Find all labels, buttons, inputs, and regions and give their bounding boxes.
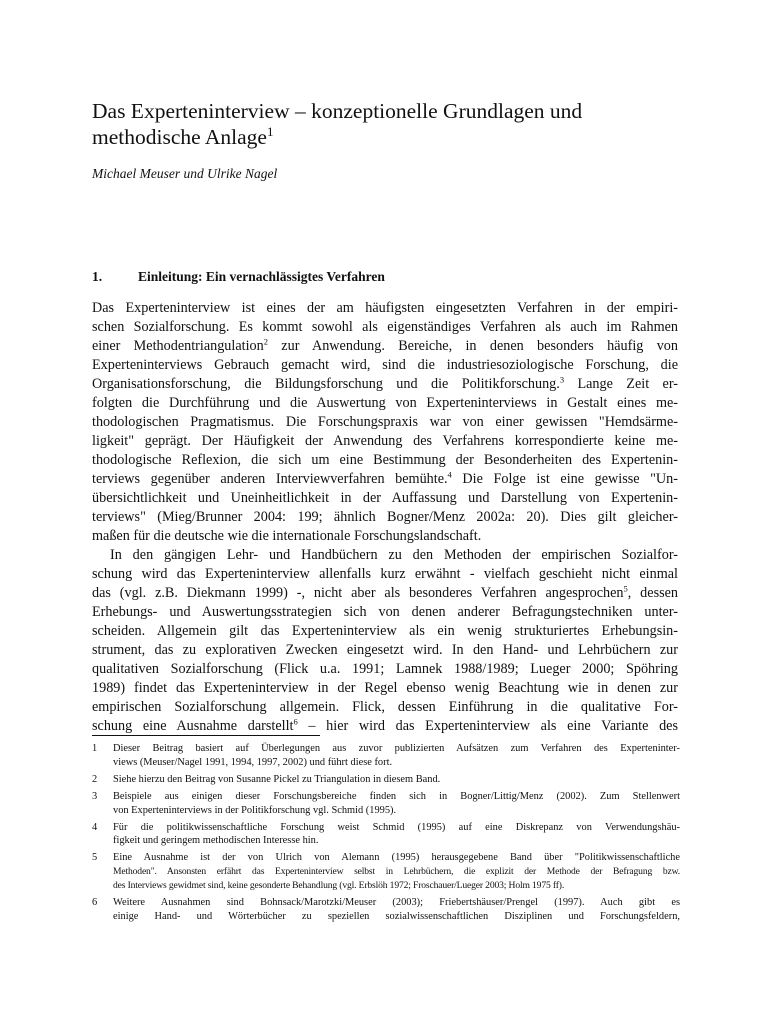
footnote-ref[interactable]: 4 — [447, 469, 452, 480]
footnote-line: Für die politikwissenschaftliche Forschung weist Schmid (1995) auf eine Diskrepanz von Verwendungshäu- — [113, 821, 680, 833]
footnote-number: 1 — [92, 743, 98, 754]
footnote-number: 4 — [92, 821, 98, 833]
footnote — [92, 742, 680, 770]
footnote-line: des Interviews gewidmet sind, keine gesonderte Behandlung (vgl. Erbslöh 1972; Froschauer/Lueger 2003; Holm 1975 ff). — [113, 879, 565, 891]
section-heading — [92, 269, 678, 285]
body-text — [92, 299, 678, 736]
text-line: terviews" (Mieg/Brunner 2004: 199; ähnlich Bogner/Menz 2002a: 20). Dies gilt gleicher- — [92, 509, 678, 525]
footnote — [92, 790, 680, 818]
section-number: 1. — [92, 269, 103, 284]
text-line: Erhebungs- und Auswertungsstrategien sich von denen anderer Befragungstechniken unter- — [92, 604, 678, 620]
footnote-number: 2 — [92, 773, 98, 785]
footnote-line: Eine Ausnahme ist der von Ulrich von Alemann (1995) herausgegebene Band über "Politikwissenschaftliche — [113, 852, 680, 864]
footnote-line: Dieser Beitrag basiert auf Überlegungen aus zuvor publizierten Aufsätzen zum Verfahren des Experteninter- — [113, 743, 680, 754]
footnote-ref[interactable]: 5 — [623, 583, 628, 594]
text-line: strument, das zu explorativen Zwecken eingesetzt wird. In den Hand- und Lehrbüchern zur — [92, 642, 678, 658]
footnote-ref[interactable]: 6 — [293, 716, 298, 727]
footnote-divider — [92, 735, 320, 736]
text-line: schung eine Ausnahme darstellt$^6$ – hier wird das Experteninterview als eine Variante des — [92, 716, 678, 734]
text-line: empirischen Sozialforschung allgemein. Flick, dessen Einführung in die qualitative For- — [92, 699, 678, 715]
title-line-2: methodische Anlage — [92, 125, 267, 149]
authors: Michael Meuser und Ulrike Nagel — [92, 166, 278, 181]
footnote-ref[interactable]: 3 — [559, 374, 565, 385]
text-line: scheiden. Allgemein gilt das Experteninterview als ein wenig strukturiertes Erhebungsin- — [92, 623, 678, 639]
footnote-number: 6 — [92, 896, 98, 908]
footnote — [92, 851, 680, 892]
footnote-line: von Experteninterviews in der Politikforschung vgl. Schmid (1995). — [113, 804, 397, 816]
footnote-number: 5 — [92, 852, 98, 864]
footnote-line: Siehe hierzu den Beitrag von Susanne Pickel zu Triangulation in diesem Band. — [113, 773, 441, 785]
text-line: qualitativen Sozialforschung (Flick u.a. 1991; Lamnek 1988/1989; Lueger 2000; Spöhring — [92, 661, 678, 677]
text-line: maßen für die deutsche wie die internationale Forschungslandschaft. — [92, 528, 482, 544]
footnote-line: figkeit und geringem methodischen Interesse hin. — [113, 835, 319, 847]
footnote — [92, 821, 680, 849]
text-line: übersichtlichkeit und Uneinheitlichkeit in der Auffassung und Darstellung von Expertenin- — [92, 490, 678, 506]
text-line: Experteninterviews Gebrauch gemacht wird, sind die industriesoziologische Forschung, die — [92, 357, 678, 373]
text-line: das (vgl. z.B. Diekmann 1999) -, nicht aber als besonderes Verfahren angesprochen$^5$, dessen — [92, 583, 678, 601]
text-line: Organisationsforschung, die Bildungsforschung und die Politikforschung.$^3$ Lange Zeit er- — [92, 374, 678, 392]
footnote-line: Beispiele aus einigen dieser Forschungsbereiche finden sich in Bogner/Littig/Menz (2002). Zum Stellenwert — [113, 790, 680, 802]
footnote-line: einige Hand- und Wörterbücher zu speziellen sozialwissenschaftlichen Disziplinen und Forschungsfeldern, — [113, 910, 680, 922]
text-line: 1989) findet das Experteninterview in der Regel ebenso wenig Beachtung wie in denen zur — [92, 680, 678, 696]
text-line: schung wird das Experteninterview allenfalls kurz erwähnt - vielfach geschieht nicht einmal — [92, 566, 678, 582]
footnote — [92, 896, 680, 924]
footnote-number: 3 — [92, 790, 98, 802]
footnote — [92, 773, 680, 787]
text-line: folgten die Durchführung und die Auswertung von Experteninterviews in Gestalt eines me- — [92, 395, 678, 411]
text-line: schen Sozialforschung. Es kommt sowohl als eigenständiges Verfahren als auch im Rahmen — [92, 319, 678, 335]
footnote-ref[interactable]: 2 — [263, 336, 268, 347]
footnotes — [92, 742, 680, 927]
text-line: Das Experteninterview ist eines der am häufigsten eingesetzten Verfahren in der empiri- — [92, 300, 678, 316]
footnote-line: Methoden". Ansonsten erfährt das Experteninterview selbst in Lehrbüchern, die explizit der Methode der Befragung bzw. — [113, 866, 680, 878]
text-line: einer Methodentriangulation$^2$ zur Anwendung. Bereiche, in denen besonders häufig von — [92, 336, 678, 354]
text-line: thodologische Reflexion, die sich um eine Bestimmung der Besonderheiten des Expertenin- — [92, 452, 678, 468]
title-line-1: Das Experteninterview – konzeptionelle Grundlagen und — [92, 99, 583, 123]
text-line: ligkeit" geprägt. Der Häufigkeit der Anwendung des Verfahrens korrespondierte keine me- — [92, 433, 678, 449]
footnote-line: Weitere Ausnahmen sind Bohnsack/Marotzki/Meuser (2003); Friebertshäuser/Prengel (1997). Auch gibt es — [113, 896, 680, 908]
title-footnote-mark[interactable]: 1 — [266, 123, 274, 139]
text-line: In den gängigen Lehr- und Handbüchern zu den Methoden der empirischen Sozialfor- — [110, 547, 678, 563]
section-title: Einleitung: Ein vernachlässigtes Verfahren — [138, 269, 385, 284]
text-line: thodologischen Pragmatismus. Die Forschungspraxis war von einer gewissen "Hemdsärme- — [92, 414, 678, 430]
paper-title — [92, 98, 692, 150]
footnote-line: views (Meuser/Nagel 1991, 1994, 1997, 2002) und führt diese fort. — [113, 756, 393, 768]
text-line: terviews gegenüber anderen Interviewverfahren bemühte.$^4$ Die Folge ist eine gewisse "Un- — [92, 469, 678, 487]
